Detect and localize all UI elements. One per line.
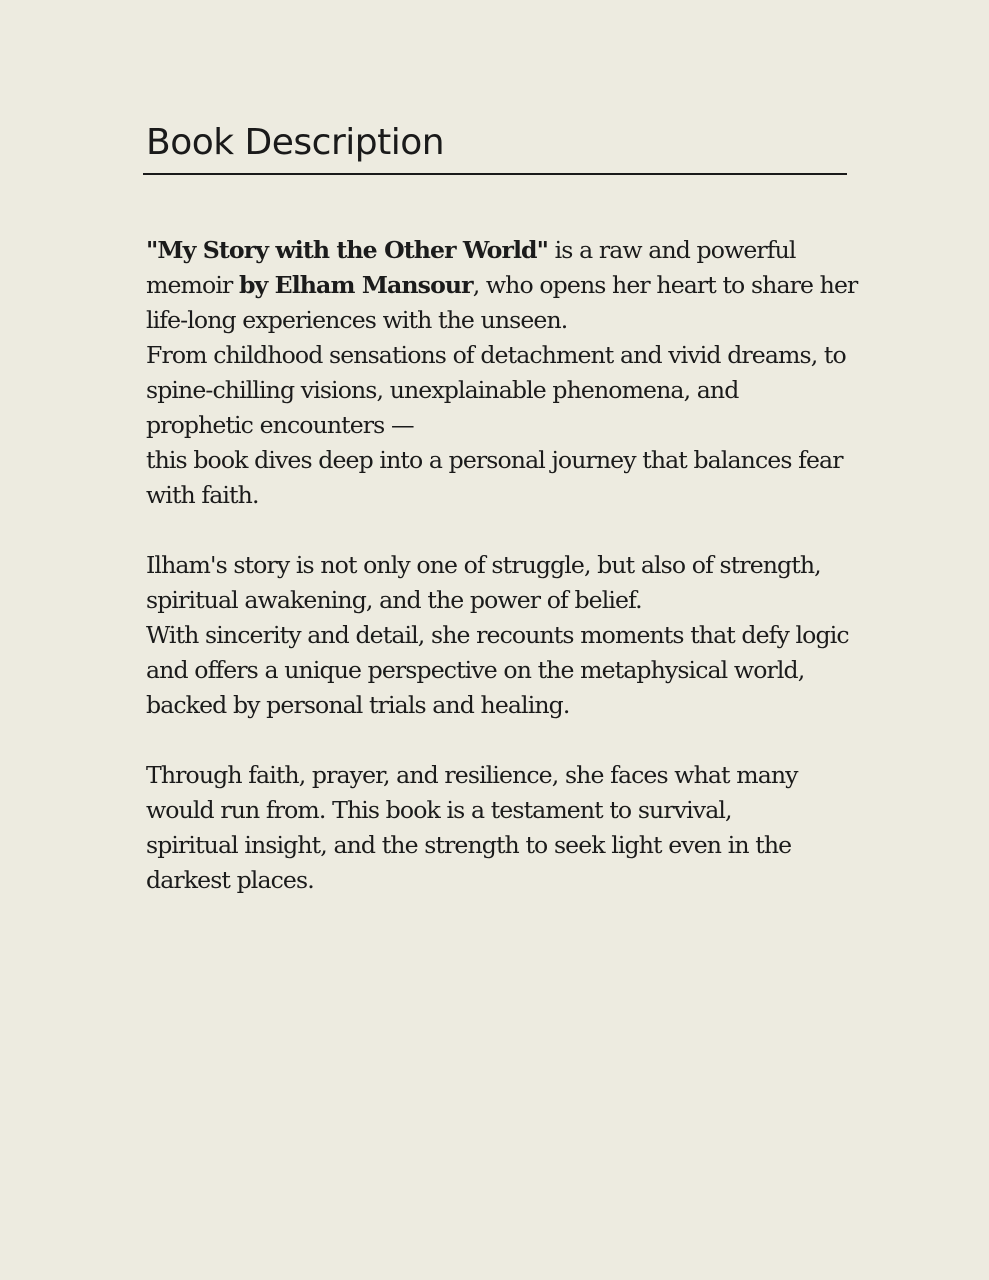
- description-paragraph-1: [146, 233, 858, 513]
- text-line: [146, 233, 846, 268]
- text-line: and offers a unique perspective on the metaphysical world,: [146, 656, 805, 684]
- description-paragraph-2: [146, 548, 849, 723]
- text-line: darkest places.: [146, 866, 314, 894]
- text-span: is a raw and powerful: [548, 236, 796, 264]
- text-line: would run from. This book is a testament to survival,: [146, 796, 732, 824]
- text-line: Through faith, prayer, and resilience, she faces what many: [146, 761, 798, 789]
- text-line: spiritual awakening, and the power of belief.: [146, 586, 642, 614]
- description-paragraph-3: [146, 758, 846, 898]
- paragraph-spacer: [146, 723, 846, 758]
- text-line: prophetic encounters —: [146, 411, 414, 439]
- text-line: [146, 268, 858, 303]
- text-line: with faith.: [146, 481, 259, 509]
- text-line: Ilham's story is not only one of struggle, but also of strength,: [146, 551, 821, 579]
- book-title: "My Story with the Other World": [146, 236, 549, 264]
- text-line: With sincerity and detail, she recounts moments that defy logic: [146, 621, 849, 649]
- text-line: spiritual insight, and the strength to seek light even in the: [146, 831, 792, 859]
- author-name: by Elham Mansour: [238, 271, 473, 299]
- text-line: backed by personal trials and healing.: [146, 691, 570, 719]
- text-line: spine-chilling visions, unexplainable phenomena, and: [146, 376, 739, 404]
- paragraph-spacer: [146, 513, 846, 548]
- text-span: memoir: [146, 271, 239, 299]
- book-description-body: [146, 233, 858, 898]
- text-line: life-long experiences with the unseen.: [146, 306, 568, 334]
- text-line: From childhood sensations of detachment and vivid dreams, to: [146, 341, 846, 369]
- text-line: this book dives deep into a personal journey that balances fear: [146, 446, 843, 474]
- page-title: Book Description: [146, 122, 445, 163]
- text-span: , who opens her heart to share her: [472, 271, 858, 299]
- title-underline-divider: [143, 173, 847, 175]
